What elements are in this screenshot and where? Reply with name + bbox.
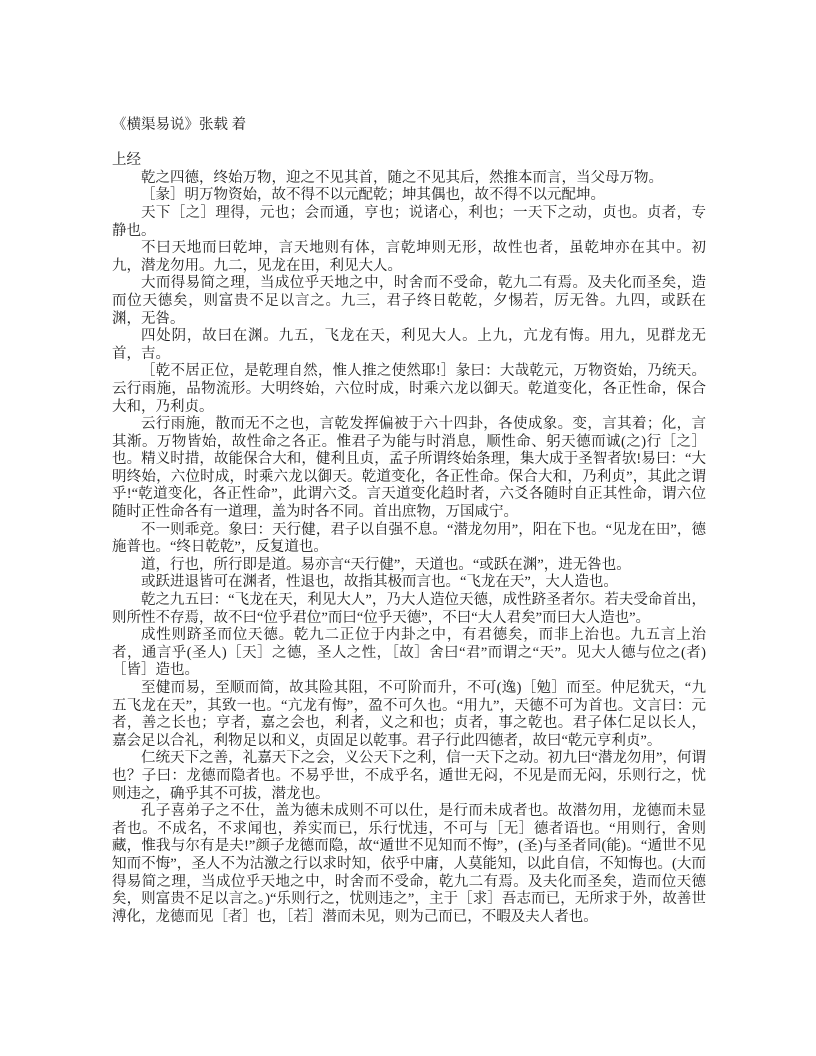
paragraph: 不一则乖竞。象曰：天行健，君子以自强不息。“潜龙勿用”，阳在下也。“见龙在田”，德施普也。“终日乾乾”，反复道也。 (112, 521, 706, 556)
paragraph: 或跃进退皆可在渊者，性退也，故指其极而言也。“飞龙在天”，大人造也。 (141, 574, 618, 591)
paragraph: 仁统天下之善，礼嘉天下之会，义公天下之利，信一天下之动。初九曰“潜龙勿用”，何谓也？子曰：龙德而隐者也。不易乎世，不成乎名，遁世无闷，不见是而无闷，乐则行之，忧则违之，确乎其不可拔，潜龙也。 (112, 750, 706, 802)
document-content (112, 117, 706, 926)
paragraph: 不曰天地而曰乾坤，言天地则有体，言乾坤则无形，故性也者，虽乾坤亦在其中。初九，潜龙勿用。九二，见龙在田，利见大人。 (112, 240, 706, 274)
paragraph: 乾之九五曰：“飞龙在天，利见大人”，乃大人造位天德，成性跻圣者尔。若夫受命首出，则所性不存焉，故不曰“位乎君位”而曰“位乎天德”，不曰“大人君矣”而曰大人造也”。 (112, 592, 706, 626)
page-title: 《横渠易说》张载 着 (112, 117, 247, 133)
paragraph: 孔子喜弟子之不仕，盖为德未成则不可以仕，是行而未成者也。故潜勿用，龙德而未显者也。不成名，不求闻也，养实而已，乐行忧违，不可与［无］德者语也。“用则行，舍则藏，惟我与尔有是夫!”颜子龙德而隐，故“遁世不见知而不悔”，(圣)与圣者同(能)。“遁世不见知而不悔”，圣人不为沽激之行以求时知，依乎中庸，人莫能知，以此自信，不知悔也。(大而得易简之理，当成位乎天地之中，时舍而不受命，乾九二有焉。及夫化而圣矣，造而位天德矣，则富贵不足以言之。)“乐则行之，忧则违之”，主于［求］吾志而已，无所求于外，故善世溥化，龙德而见［者］也，［若］潜而未见，则为己而已，不暇及夫人者也。 (112, 803, 706, 925)
section-heading: 上经 (112, 152, 141, 169)
paragraph: 乾之四德，终始万物，迎之不见其首，随之不见其后，然推本而言，当父母万物。 (141, 169, 663, 186)
paragraph-list (112, 170, 706, 927)
paragraph: 至健而易，至顺而简，故其险其阻，不可阶而升，不可(逸)［勉］而至。仲尼犹天，“九五飞龙在天”，其致一也。“亢龙有悔”，盈不可久也。“用九”，天德不可为首也。文言曰：元者，善之长也；亨者，嘉之会也，利者，义之和也；贞者，事之乾也。君子体仁足以长人，嘉会足以合礼，利物足以和义，贞固足以乾事。君子行此四德者，故曰“乾元亨利贞”。 (112, 680, 706, 749)
paragraph: 四处阴，故曰在渊。九五，飞龙在天，利见大人。上九，亢龙有悔。用九，见群龙无首，吉。 (112, 328, 706, 362)
paragraph: 云行雨施，散而无不之也，言乾发挥偏被于六十四卦，各使成象。变，言其着；化，言其渐。万物皆始，故性命之各正。惟君子为能与时消息，顺性命、躬天德而诚(之)行［之］也。精义时措，故能保合大和，健利且贞，孟子所谓终始条理，集大成于圣智者欤!易曰：“大明终始，六位时成，时乘六龙以御天。乾道变化，各正性命。保合大和，乃利贞”，其此之谓乎!“乾道变化，各正性命”，此谓六爻。言天道变化趋时者，六爻各随时自正其性命，谓六位随时正性命各有一道理，盖为时各不同。首出庶物，万国咸宁。 (112, 416, 706, 521)
paragraph: 道，行也，所行即是道。易亦言“天行健”，天道也。“或跃在渊”，进无咎也。 (141, 556, 631, 573)
paragraph: ［彖］明万物资始，故不得不以元配乾；坤其偶也，故不得不以元配坤。 (141, 187, 605, 204)
paragraph: ［乾不居正位，是乾理自然，惟人推之使然耶!］彖曰：大哉乾元，万物资始，乃统天。云行雨施，品物流形。大明终始，六位时成，时乘六龙以御天。乾道变化，各正性命，保合大和，乃利贞。 (112, 363, 706, 415)
paragraph: 天下［之］理得，元也；会而通，亨也；说诸心，利也；一天下之动，贞也。贞者，专静也。 (112, 204, 706, 239)
paragraph: 成性则跻圣而位天德。乾九二正位于内卦之中，有君德矣，而非上治也。九五言上治者，通言乎(圣人)［天］之德，圣人之性，［故］舍曰“君”而谓之“天”。见大人德与位之(者)［皆］造也。 (112, 627, 706, 679)
paragraph: 大而得易简之理，当成位乎天地之中，时舍而不受命，乾九二有焉。及夫化而圣矣，造而位天德矣，则富贵不足以言之。九三，君子终日乾乾，夕惕若，厉无咎。九四，或跃在渊，无咎。 (112, 275, 706, 327)
